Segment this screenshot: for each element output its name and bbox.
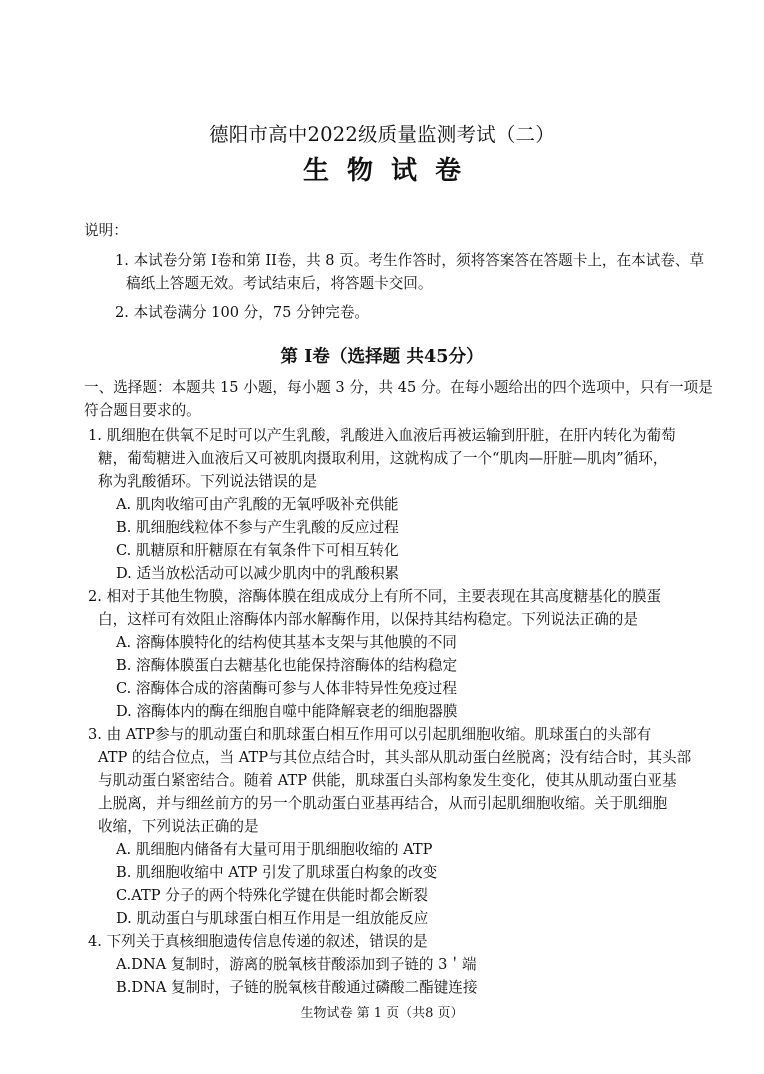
question-1-option-d: D. 适当放松活动可以减少肌肉中的乳酸积累	[116, 565, 400, 582]
question-4-option-b: B.DNA 复制时，子链的脱氧核苷酸通过磷酸二酯键连接	[116, 979, 478, 996]
question-1-option-a: A. 肌肉收缩可由产乳酸的无氧呼吸补充供能	[116, 496, 399, 513]
question-3-stem-cont: 收缩，下列说法正确的是	[98, 818, 259, 835]
question-3-stem-cont: ATP 的结合位点，当 ATP与其位点结合时，其头部从肌动蛋白丝脱离；没有结合时，其头部	[98, 749, 692, 766]
question-2-option-a: A. 溶酶体膜特化的结构使其基本支架与其他膜的不同	[116, 634, 457, 651]
question-3-option-c: C.ATP 分子的两个特殊化学键在供能时都会断裂	[116, 887, 428, 904]
section-intro-cont: 符合题目要求的。	[84, 402, 201, 419]
question-3-stem-cont: 上脱离，并与细丝前方的另一个肌动蛋白亚基再结合，从而引起肌细胞收缩。关于肌细胞	[98, 795, 668, 812]
subject-title: 生物试卷	[302, 156, 479, 186]
instruction-item-2: 2. 本试卷满分 100 分，75 分钟完卷。	[115, 304, 370, 321]
instruction-item-1: 1. 本试卷分第 I卷和第 II卷，共 8 页。考生作答时，须将答案答在答题卡上，在本试卷、草	[115, 252, 705, 269]
question-3-stem: 3. 由 ATP参与的肌动蛋白和肌球蛋白相互作用可以引起肌细胞收缩。肌球蛋白的头部有	[88, 726, 652, 743]
instructions-label: 说明：	[84, 222, 128, 239]
exam-title: 德阳市高中2022级质量监测考试（二）	[209, 123, 555, 146]
question-3-option-a: A. 肌细胞内储备有大量可用于肌细胞收缩的 ATP	[116, 841, 433, 858]
question-1-option-c: C. 肌糖原和肝糖原在有氧条件下可相互转化	[116, 542, 399, 559]
page-footer: 生物试卷 第 1 页（共8 页）	[300, 1006, 464, 1021]
instruction-item-1-cont: 稿纸上答题无效。考试结束后，将答题卡交回。	[126, 275, 433, 292]
question-3-stem-cont: 与肌动蛋白紧密结合。随着 ATP 供能，肌球蛋白头部构象发生变化，使其从肌动蛋白亚基	[98, 772, 677, 789]
question-2-option-c: C. 溶酶体合成的溶菌酶可参与人体非特异性免疫过程	[116, 680, 457, 697]
question-2-stem-cont: 白，这样可有效阻止溶酶体内部水解酶作用，以保持其结构稳定。下列说法正确的是	[98, 611, 638, 628]
question-4-stem: 4. 下列关于真核细胞遗传信息传递的叙述，错误的是	[88, 933, 428, 950]
question-1-option-b: B. 肌细胞线粒体不参与产生乳酸的反应过程	[116, 519, 399, 536]
section-title: 第 I卷（选择题 共45分）	[280, 346, 484, 367]
question-3-option-b: B. 肌细胞收缩中 ATP 引发了肌球蛋白构象的改变	[116, 864, 438, 881]
question-2-option-b: B. 溶酶体膜蛋白去糖基化也能保持溶酶体的结构稳定	[116, 657, 458, 674]
question-2-option-d: D. 溶酶体内的酶在细胞自噬中能降解衰老的细胞器膜	[116, 703, 458, 720]
question-1-stem: 1. 肌细胞在供氧不足时可以产生乳酸，乳酸进入血液后再被运输到肝脏，在肝内转化为葡萄	[88, 427, 676, 444]
question-1-stem-cont: 称为乳酸循环。下列说法错误的是	[98, 473, 317, 490]
section-intro: 一、选择题：本题共 15 小题，每小题 3 分，共 45 分。在每小题给出的四个选项中，只有一项是	[84, 379, 713, 396]
question-1-stem-cont: 糖，葡萄糖进入血液后又可被肌肉摄取利用，这就构成了一个“肌肉—肝脏—肌肉”循环，	[98, 450, 668, 467]
question-2-stem: 2. 相对于其他生物膜，溶酶体膜在组成成分上有所不同，主要表现在其高度糖基化的膜蛋	[88, 588, 662, 605]
question-3-option-d: D. 肌动蛋白与肌球蛋白相互作用是一组放能反应	[116, 910, 429, 927]
question-4-option-a: A.DNA 复制时，游离的脱氧核苷酸添加到子链的 3＇端	[116, 956, 477, 973]
